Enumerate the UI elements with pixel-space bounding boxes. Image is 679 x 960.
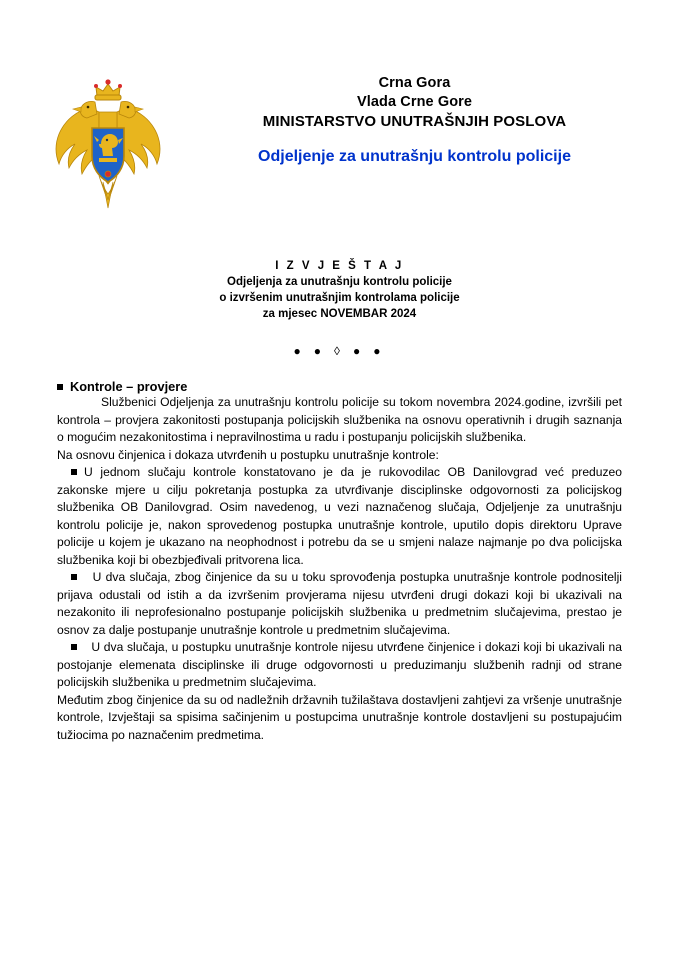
country-name: Crna Gora bbox=[378, 75, 451, 91]
square-bullet-icon bbox=[71, 574, 77, 580]
paragraph-case-2 bbox=[57, 569, 622, 639]
paragraph-basis: Na osnovu činjenica i dokaza utvrđenih u postupku unutrašnje kontrole: bbox=[57, 447, 439, 462]
section-heading bbox=[57, 379, 622, 394]
header-titles bbox=[190, 74, 639, 166]
coat-of-arms-icon bbox=[47, 78, 169, 214]
department-name: Odjeljenje za unutrašnju kontrolu policije bbox=[258, 148, 571, 165]
government-name: Vlada Crne Gore bbox=[356, 94, 473, 110]
report-period: za mjesec NOVEMBAR 2024 bbox=[262, 308, 417, 320]
section-heading-label: Kontrole – provjere bbox=[70, 379, 188, 394]
paragraph-case-1-text: U jednom slučaju kontrole konstatovano je da je rukovodilac OB Danilovgrad već preduzeo zakonske mjere u cilju pokretanja postupka za utvrđivanje disciplinske odgovornosti za policijskog službenika OB Danilovgrad. Osim navedenog, u vezi naznačenog slučaja, Odjeljenje za unutrašnju kontrolu policije je, nakon sprovedenog postupka unutrašnje kontrole, uputilo dopis direktoru Uprave policije u kojem je ukazano na neophodnost i potrebu da se u smjeni nalaze najmanje po dva policijska službenika koji bi obezbjeđivali pritvorena lica. bbox=[57, 465, 622, 567]
square-bullet-icon bbox=[71, 469, 77, 475]
paragraph-case-3-continued: Međutim zbog činjenice da su od nadležnih državnih tužilaštava dostavljeni zahtjevi za vršenje unutrašnje kontrole, Izvještaji sa spisima sačinjenim u postupcima unutrašnje kontrole dostavljeni su postupajućim tužiocima po naznačenim predmetima. bbox=[57, 692, 622, 742]
paragraph-case-1 bbox=[57, 464, 622, 569]
ministry-name: MINISTARSTVO UNUTRAŠNJIH POSLOVA bbox=[262, 113, 567, 130]
paragraph-case-2-text: U dva slučaja, zbog činjenice da su u toku sprovođenja postupka unutrašnje kontrole podnositelji prijava odustali od istih a da izvršenim provjerama nijesu utvrđeni drugi dokazi koji bi ukazivali na nezakonito ili neprofesionalno postupanje policijskih službenika u predmetnim slučajevima, prestao je osnov za dalje postupanje unutrašnje kontrole u predmetnim slučajevima. bbox=[57, 570, 622, 637]
paragraph-case-3 bbox=[57, 639, 622, 692]
report-title-block bbox=[0, 258, 679, 322]
report-title: I Z V J E Š T A J bbox=[275, 260, 404, 272]
square-bullet-icon bbox=[71, 644, 77, 650]
document-header bbox=[0, 0, 679, 214]
report-subtitle-1: Odjeljenja za unutrašnju kontrolu policije bbox=[227, 276, 452, 288]
decorative-divider: ● ● ◊ ● ● bbox=[293, 344, 386, 358]
paragraph-intro: Službenici Odjeljenja za unutrašnju kontrolu policije su tokom novembra 2024.godine, izvršili pet kontrola – provjera zakonitosti postupanja policijskih službenika na osnovu operativnih i drugih saznanja o mogućim nezakonitostima i nepravilnostima u radu i postupanju policijskih službenika. bbox=[57, 395, 622, 444]
square-bullet-icon bbox=[57, 384, 63, 390]
report-subtitle-2: o izvršenim unutrašnjim kontrolama policije bbox=[219, 292, 460, 304]
paragraph-case-3-text: U dva slučaja, u postupku unutrašnje kontrole nijesu utvrđene činjenice i dokazi koji bi ukazivali na postojanje elemenata disciplinske ili druge odgovornosti u preduzimanju službenih radnji od strane policijskih službenika u predmetnim slučajevima. bbox=[57, 640, 622, 689]
document-body bbox=[0, 379, 679, 744]
